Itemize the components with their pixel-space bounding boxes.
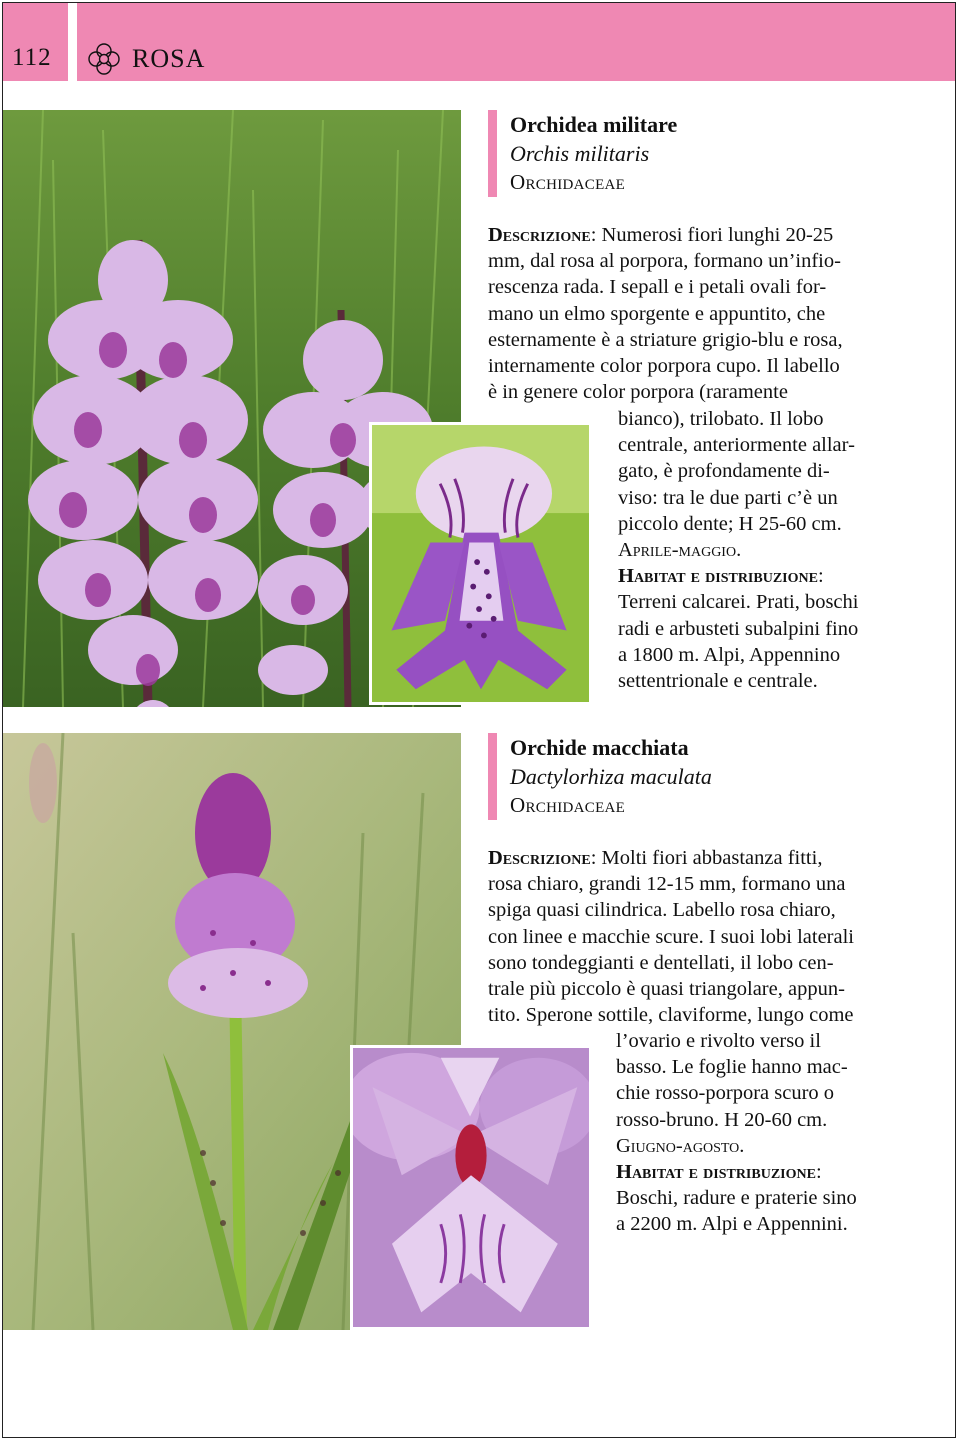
species-1-description: Descrizione: Numerosi fiori lunghi 20-25 mm, dal rosa al porpora, formano un’infio- rescenza rada. I sepall e i petali ovali for- mano un elmo sporgente e appuntito, che esternamente è a striature grigio-blu e rosa, internamente color porpora cupo. Il labello è in genere color porpora (raramente <box>488 224 843 404</box>
habitat-label: Habitat e distribuzione <box>618 565 818 588</box>
description-label: Descrizione <box>488 847 591 869</box>
page-number: 112 <box>12 44 52 71</box>
dactylorhiza-maculata-flower-closeup <box>350 1045 592 1330</box>
common-name: Orchidea militare <box>510 112 678 137</box>
section-title: ROSA <box>132 44 206 73</box>
species-1-title-block <box>488 110 677 197</box>
description-label: Descrizione <box>488 224 591 246</box>
page-header <box>0 0 960 84</box>
common-name: Orchide macchiata <box>510 735 689 760</box>
latin-name: Orchis militaris <box>510 141 650 166</box>
rose-flower-icon <box>87 42 121 76</box>
species-2-title-block <box>488 733 712 820</box>
flowering-period: Giugno-agosto. <box>616 1134 745 1157</box>
family-name: Orchidaceae <box>510 793 626 817</box>
species-2-description: Descrizione: Molti fiori abbastanza fitti, rosa chiaro, grandi 12-15 mm, formano una spiga quasi cilindrica. Labello rosa chiaro, con linee e macchie scure. I suoi lobi laterali sono tondeggianti e dentellati, il lobo cen- trale più piccolo è quasi triangolare, appun- tito. Sperone sottile, claviforme, lungo come <box>488 847 854 1027</box>
habitat-label: Habitat e distribuzione <box>616 1161 816 1184</box>
species-1-description-cont: bianco), trilobato. Il lobo centrale, anteriormente allar- gato, è profondamente di- viso: tra le due parti c’è un piccolo dente; H 25-60 cm. Aprile-maggio. Habitat e distribuzione: Terreni calcarei. Prati, boschi radi e arbusteti subalpini fino a 1800 m. Alpi, Appennino settentrionale e centrale. <box>618 406 872 694</box>
family-name: Orchidaceae <box>510 170 626 194</box>
orchis-militaris-flower-closeup <box>369 422 592 705</box>
flowering-period: Aprile-maggio. <box>618 539 742 562</box>
latin-name: Dactylorhiza maculata <box>510 764 712 789</box>
section-band <box>77 3 956 81</box>
species-2-description-cont: l’ovario e rivolto verso il basso. Le foglie hanno mac- chie rosso-porpora scuro o rosso-bruno. H 20-60 cm. Giugno-agosto. Habitat e distribuzione: Boschi, radure e praterie sino a 2200 m. Alpi e Appennini. <box>616 1028 872 1238</box>
